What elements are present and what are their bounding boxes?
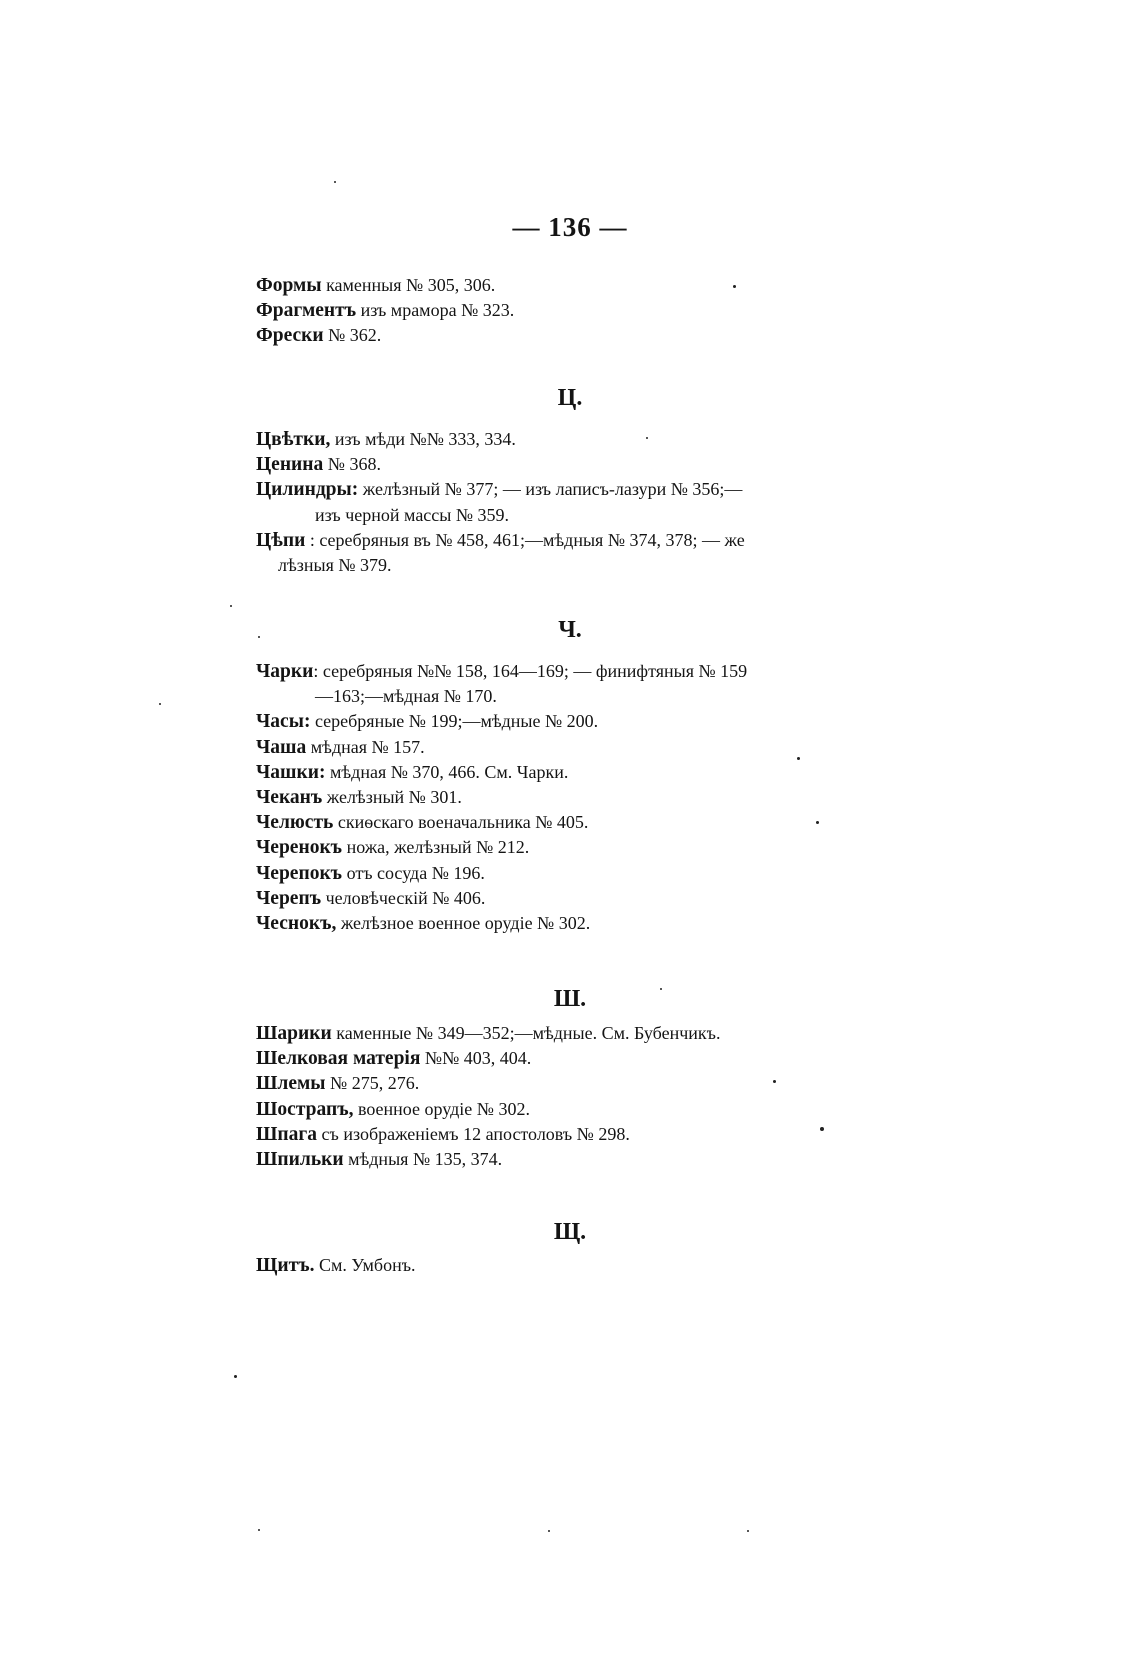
index-entry	[256, 761, 568, 784]
scan-speck	[258, 1529, 260, 1531]
index-entry	[256, 1098, 530, 1121]
index-entry	[256, 887, 485, 910]
index-entry	[256, 836, 529, 859]
entry-term: Челюсть	[256, 812, 334, 834]
entry-term: Чашки:	[256, 761, 326, 783]
scan-speck	[230, 605, 232, 607]
section-letter: Ш.	[553, 986, 587, 1012]
index-entry	[256, 529, 745, 552]
entry-description: —163;—мѣдная № 170.	[315, 686, 497, 707]
page-number: — 136 —	[512, 212, 628, 242]
entry-description: мѣдная № 370, 466. См. Чарки.	[325, 761, 569, 782]
index-entry	[256, 912, 590, 935]
entry-description: изъ черной массы № 359.	[315, 504, 510, 525]
entry-term: Шпага	[256, 1123, 318, 1145]
entry-term: Черенокъ	[256, 837, 343, 859]
entry-term: Шострапъ,	[256, 1098, 354, 1120]
entry-description: мѣдная № 157.	[306, 736, 425, 757]
entry-description: изъ мѣди №№ 333, 334.	[330, 429, 516, 449]
index-entry	[256, 1148, 502, 1171]
entry-description: №№ 403, 404.	[420, 1048, 532, 1069]
index-entry	[256, 428, 516, 451]
entry-term: Шарики	[256, 1023, 332, 1044]
entry-term: Шлемы	[256, 1073, 326, 1095]
index-entry	[256, 1072, 419, 1095]
entry-term: Чеснокъ,	[256, 913, 337, 934]
entry-description: желѣзный № 301.	[322, 787, 462, 807]
section-letter: Ц.	[557, 385, 583, 411]
index-entry	[256, 1123, 630, 1146]
entry-description: военное орудіе № 302.	[353, 1098, 530, 1119]
entry-description: мѣдныя № 135, 374.	[343, 1149, 503, 1169]
entry-description: каменные № 349—352;—мѣдные. См. Бубенчикъ.	[331, 1023, 721, 1043]
scan-speck	[820, 1127, 824, 1131]
scan-speck	[258, 636, 260, 638]
index-entry	[315, 504, 509, 526]
entry-term: Чарки	[256, 661, 314, 682]
entry-description: : серебряныя въ № 458, 461;—мѣдныя № 374, 378; — же	[305, 529, 745, 550]
entry-term: Формы	[256, 275, 322, 296]
entry-term: Черепъ	[256, 887, 322, 909]
index-entry	[256, 710, 598, 733]
index-entry	[256, 324, 381, 347]
entry-term: Шелковая матерія	[256, 1048, 421, 1070]
scan-speck	[747, 1530, 749, 1532]
index-entry	[256, 786, 462, 809]
entry-term: Чаша	[256, 736, 307, 758]
index-entry	[256, 660, 747, 683]
entry-term: Фрески	[256, 325, 324, 347]
entry-description: скиѳскаго военачальника № 405.	[333, 812, 589, 833]
entry-term: Щитъ.	[256, 1255, 315, 1276]
scan-speck	[159, 703, 161, 705]
entry-description: изъ мрамора № 323.	[356, 300, 515, 321]
index-entry	[315, 685, 497, 707]
scan-speck	[646, 437, 648, 439]
entry-description: съ изображеніемъ 12 апостоловъ № 298.	[317, 1123, 630, 1144]
entry-description: желѣзное военное орудіе № 302.	[336, 913, 591, 933]
entry-description: См. Умбонъ.	[314, 1255, 416, 1275]
entry-term: Чеканъ	[256, 787, 323, 808]
scan-speck	[334, 181, 336, 183]
entry-description: : серебряныя №№ 158, 164—169; — финифтяныя № 159	[313, 661, 748, 681]
scan-speck	[660, 988, 662, 990]
entry-description: желѣзный № 377; — изъ лаписъ-лазури № 356;—	[358, 479, 743, 500]
section-letter: Щ.	[553, 1219, 587, 1245]
index-entry	[278, 554, 392, 576]
entry-term: Ценина	[256, 454, 324, 476]
index-entry	[256, 862, 485, 885]
index-entry	[256, 1254, 416, 1277]
entry-term: Цѣпи	[256, 529, 306, 551]
entry-description: человѣческій № 406.	[321, 887, 486, 908]
entry-description: № 368.	[323, 454, 381, 475]
entry-description: ножа, желѣзный № 212.	[342, 837, 530, 858]
index-entry	[256, 1047, 531, 1070]
entry-description: каменныя № 305, 306.	[321, 275, 496, 295]
entry-term: Фрагментъ	[256, 300, 357, 322]
index-entry	[256, 299, 514, 322]
index-entry	[256, 274, 495, 297]
entry-description: отъ сосуда № 196.	[342, 862, 485, 883]
index-entry	[256, 453, 381, 476]
entry-term: Черепокъ	[256, 862, 343, 884]
scan-speck	[733, 285, 736, 288]
entry-term: Цвѣтки,	[256, 429, 331, 450]
index-entry	[256, 1022, 720, 1045]
index-entry	[256, 811, 588, 834]
entry-term: Шпильки	[256, 1149, 344, 1170]
index-entry	[256, 736, 425, 759]
section-letter: Ч.	[558, 617, 582, 643]
entry-term: Часы:	[256, 711, 311, 733]
scan-speck	[797, 757, 800, 760]
entry-description: № 362.	[323, 325, 382, 346]
entry-term: Цилиндры:	[256, 479, 359, 501]
entry-description: № 275, 276.	[325, 1073, 420, 1094]
scan-speck	[548, 1530, 550, 1532]
index-entry	[256, 478, 742, 501]
scan-speck	[234, 1375, 237, 1378]
scan-speck	[816, 821, 819, 824]
entry-description: лѣзныя № 379.	[278, 555, 392, 575]
scan-speck	[773, 1080, 776, 1083]
entry-description: серебряные № 199;—мѣдные № 200.	[310, 711, 599, 732]
